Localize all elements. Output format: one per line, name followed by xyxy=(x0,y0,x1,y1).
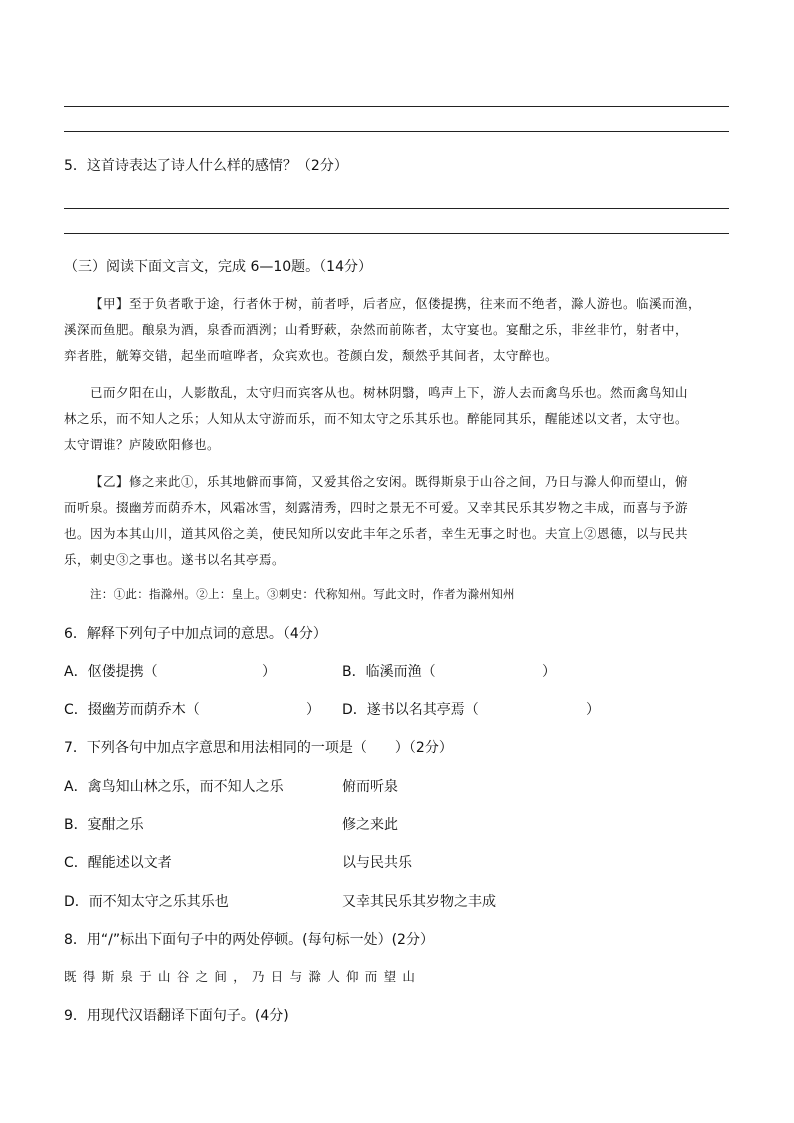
passage-jia-line: 【甲】至于负者歌于途，行者休于树，前者呼，后者应，伛偻提携，往来而不绝者，滁人游也。临溪而渔， xyxy=(90,296,702,311)
q8-sentence: 既得斯泉于山谷之间，乃日与滁人仰而望山 xyxy=(64,969,422,984)
q6-option-d: D．遂书以名其亭焉（ xyxy=(342,702,479,718)
q7-option-b-right: 修之来此 xyxy=(342,817,398,833)
answer-line[interactable] xyxy=(64,208,729,209)
answer-line[interactable] xyxy=(64,106,729,107)
question-7: 7．下列各句中加点字意思和用法相同的一项是（ ）（2分） xyxy=(64,740,453,756)
q6-option-c-close: ） xyxy=(306,702,320,718)
section-heading: （三）阅读下面文言文，完成 6—10题。（14分） xyxy=(64,259,372,275)
passage-yi-line: 【乙】修之来此①，乐其地僻而事简，又爱其俗之安闲。既得斯泉于山谷之间，乃日与滁人仰而望山，俯 xyxy=(90,474,689,489)
q6-option-b-close: ） xyxy=(542,664,556,680)
q7-option-c-left: C．醒能述以文者 xyxy=(64,855,172,871)
question-5: 5．这首诗表达了诗人什么样的感情？（2分） xyxy=(64,158,348,174)
question-6: 6．解释下列句子中加点词的意思。（4分） xyxy=(64,626,327,642)
q6-option-d-close: ） xyxy=(586,702,600,718)
answer-line[interactable] xyxy=(64,233,729,234)
question-9: 9．用现代汉语翻译下面句子。(4分) xyxy=(64,1008,289,1024)
passage-jia-line: 林之乐，而不知人之乐；人知从太守游而乐，而不知太守之乐其乐也。醉能同其乐，醒能述以文者，太守也。 xyxy=(64,411,689,426)
q6-option-a: A．伛偻提携（ xyxy=(64,664,158,680)
passage-jia-line: 已而夕阳在山，人影散乱，太守归而宾客从也。树林阴翳，鸣声上下，游人去而禽鸟乐也。然而禽鸟知山 xyxy=(90,385,689,400)
q6-option-b: B．临溪而渔（ xyxy=(342,664,436,680)
passage-jia-line: 太守谓谁？庐陵欧阳修也。 xyxy=(64,437,221,452)
footnotes: 注：①此：指滁州。②上：皇上。③刺史：代称知州。写此文时，作者为滁州知州 xyxy=(90,587,515,601)
passage-jia-line: 溪深而鱼肥。酿泉为酒，泉香而酒洌；山肴野蔌，杂然而前陈者，太守宴也。宴酣之乐，非丝非竹，射者中， xyxy=(64,322,689,337)
q7-option-b-left: B．宴酣之乐 xyxy=(64,817,144,833)
passage-yi-line: 也。因为本其山川，道其风俗之美，使民知所以安此丰年之乐者，幸生无事之时也。夫宣上②恩德，以与民共 xyxy=(64,526,689,541)
q7-option-c-right: 以与民共乐 xyxy=(342,855,412,871)
q6-option-c: C．掇幽芳而荫乔木（ xyxy=(64,702,200,718)
q7-option-d-left: D．而不知太守之乐其乐也 xyxy=(64,894,229,910)
passage-yi-line: 而听泉。掇幽芳而荫乔木，风霜冰雪，刻露清秀，四时之景无不可爱。又幸其民乐其岁物之丰成，而喜与予游 xyxy=(64,500,689,515)
passage-jia-line: 弈者胜，觥筹交错，起坐而喧哗者，众宾欢也。苍颜白发，颓然乎其间者，太守醉也。 xyxy=(64,348,559,363)
passage-yi-line: 乐，刺史③之事也。遂书以名其亭焉。 xyxy=(64,552,286,567)
answer-line[interactable] xyxy=(64,131,729,132)
question-8: 8．用“/”标出下面句子中的两处停顿。(每句标一处）(2分） xyxy=(64,932,434,948)
q7-option-a-right: 俯而听泉 xyxy=(342,779,398,795)
q6-option-a-close: ） xyxy=(262,664,276,680)
q7-option-a-left: A．禽鸟知山林之乐，而不知人之乐 xyxy=(64,779,284,795)
q7-option-d-right: 又幸其民乐其岁物之丰成 xyxy=(342,894,496,910)
